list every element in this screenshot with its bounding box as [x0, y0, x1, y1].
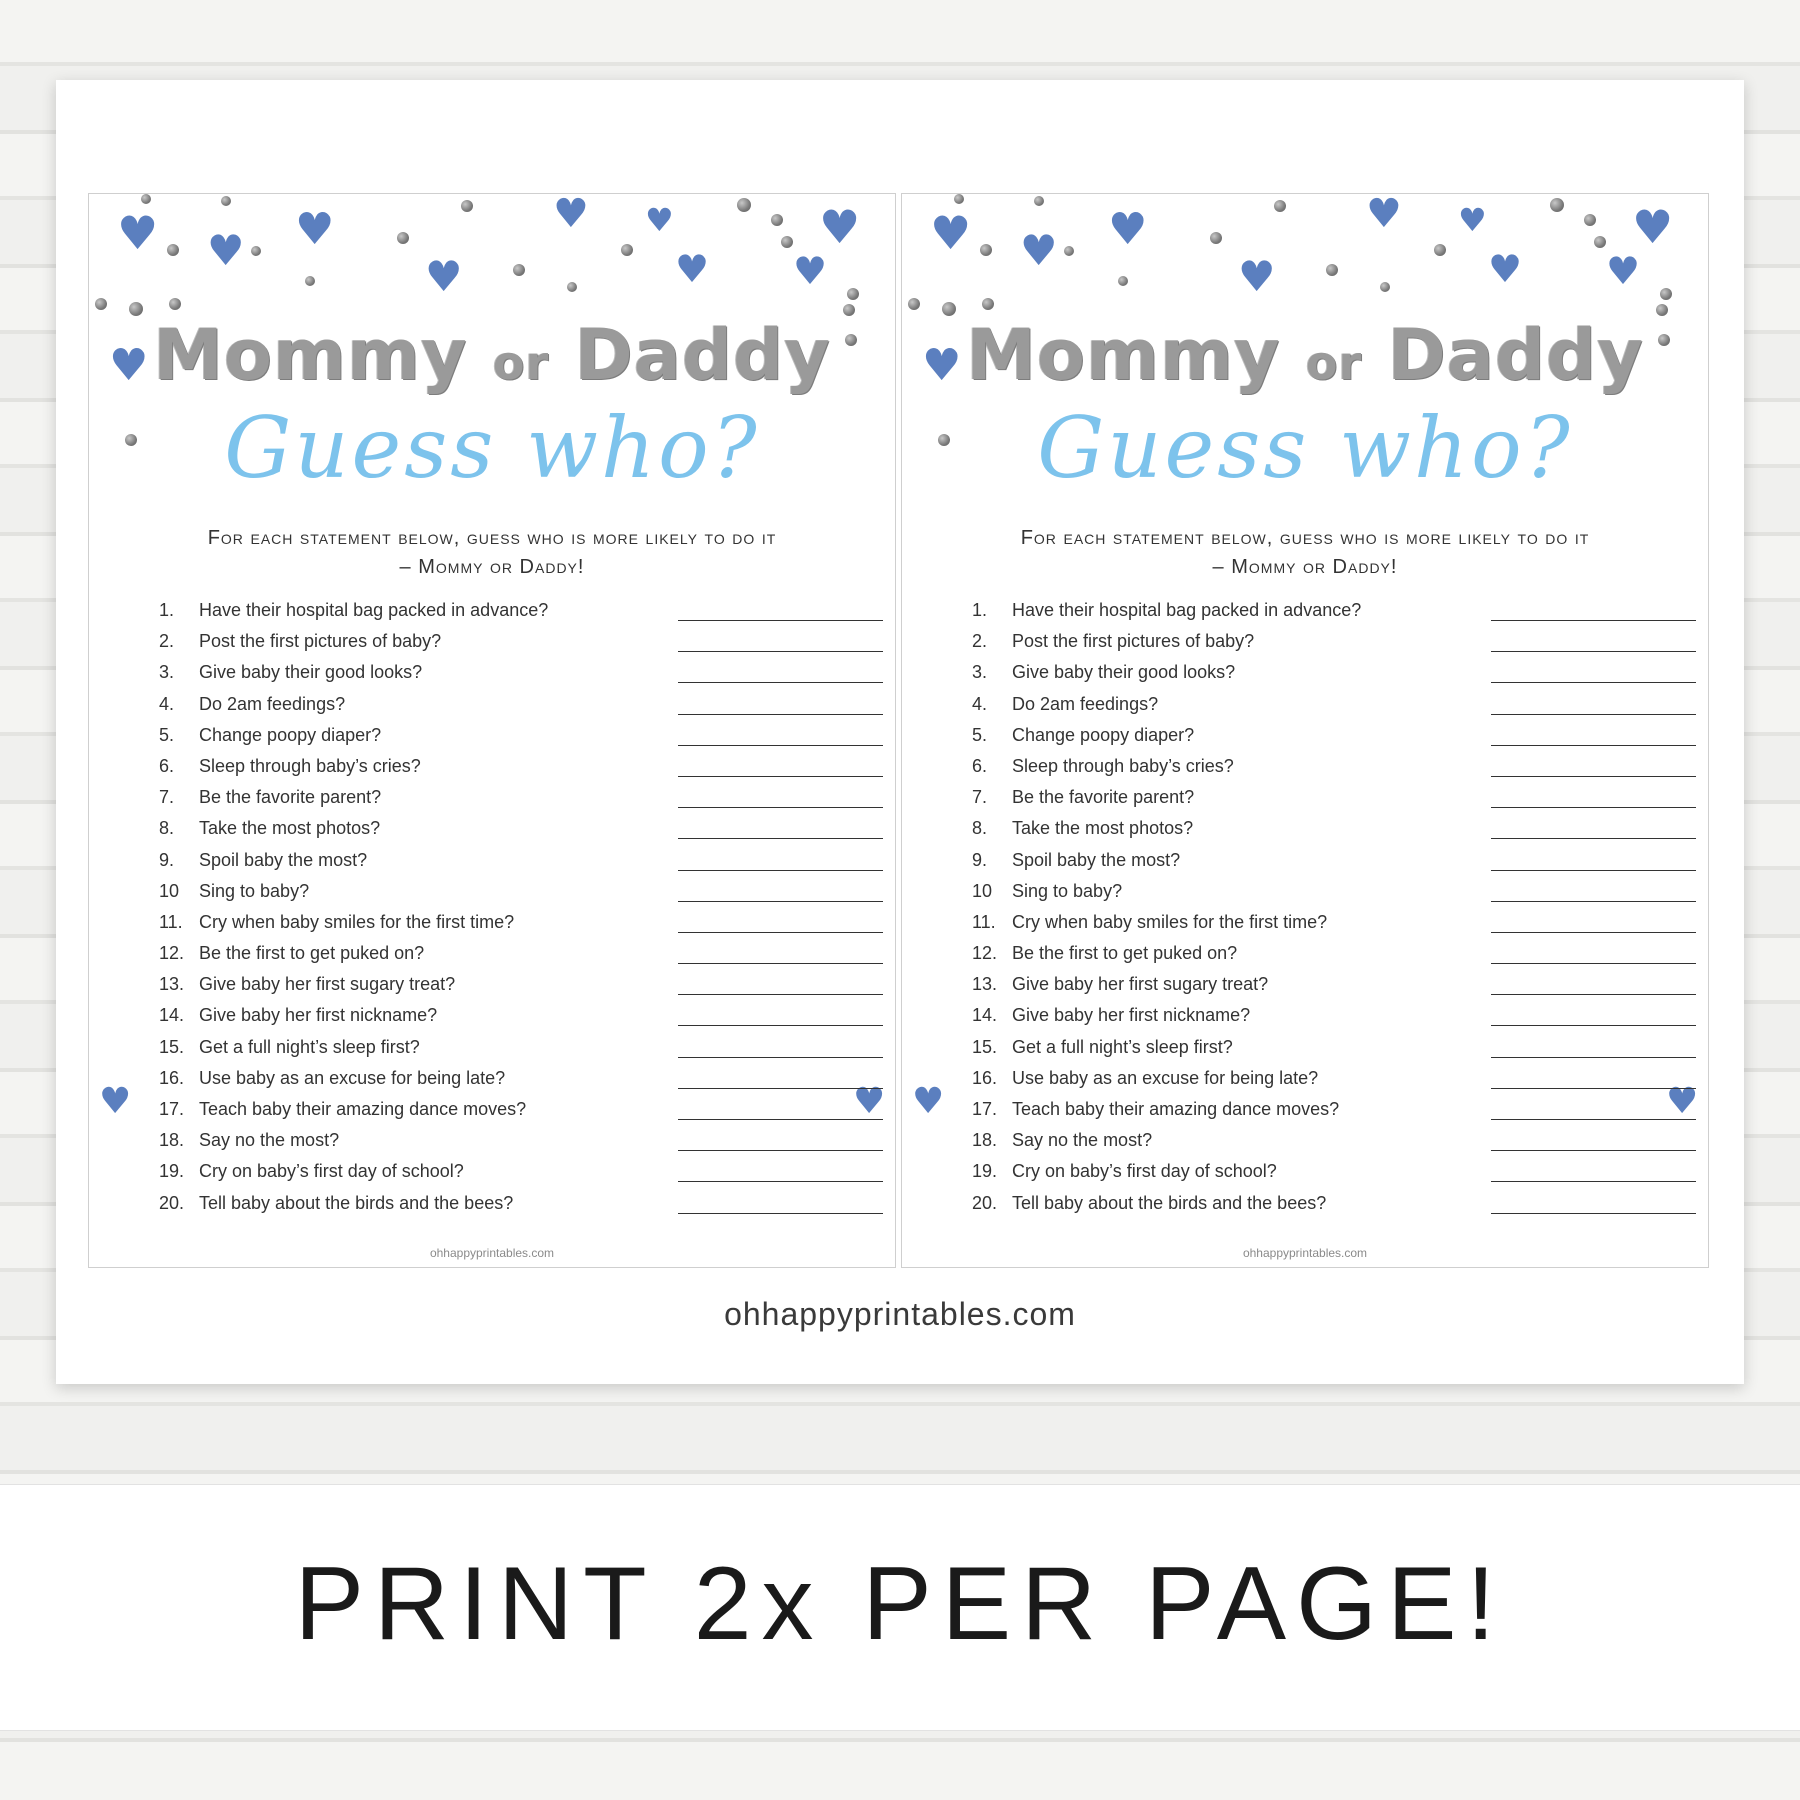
question-number: 9. [159, 849, 175, 870]
question-text: Spoil baby the most? [1012, 849, 1181, 870]
heart-icon: ♥ [117, 206, 159, 260]
question-text: Give baby their good looks? [199, 662, 423, 683]
game-subtitle: Guess who? [224, 399, 760, 497]
heart-icon: ♥ [645, 201, 674, 239]
question-row [960, 1068, 1640, 1099]
game-title: Mommy or Daddy [153, 314, 831, 396]
question-row [147, 1099, 827, 1130]
question-number: 11. [972, 911, 996, 932]
answer-line [678, 1150, 883, 1151]
instructions: For each statement below, guess who is more likely to do it – Mommy or Daddy! [207, 527, 777, 578]
glitter-dot [847, 288, 859, 300]
question-row [147, 631, 827, 662]
question-text: Sing to baby? [199, 880, 310, 901]
question-number: 3. [972, 662, 988, 683]
heart-icon: ♥ [109, 340, 149, 391]
glitter-dot [982, 298, 994, 310]
question-text: Give baby their good looks? [1012, 662, 1236, 683]
question-number: 10 [972, 880, 993, 901]
answer-line [678, 807, 883, 808]
question-row [960, 662, 1640, 693]
question-text: Sing to baby? [1012, 880, 1123, 901]
question-row [960, 1130, 1640, 1161]
question-number: 12. [972, 943, 998, 964]
glitter-dot [1326, 264, 1338, 276]
question-row [147, 1068, 827, 1099]
question-row [147, 1161, 827, 1192]
question-row [147, 1130, 827, 1161]
heart-icon: ♥ [99, 1081, 132, 1122]
answer-line [678, 901, 883, 902]
answer-line [1491, 620, 1696, 621]
glitter-dot [1434, 244, 1446, 256]
question-row [960, 694, 1640, 725]
answer-line [1491, 807, 1696, 808]
question-text: Use baby as an excuse for being late? [199, 1067, 506, 1088]
answer-line [1491, 1088, 1696, 1089]
question-text: Give baby her first sugary treat? [1012, 974, 1269, 995]
glitter-dot [1584, 214, 1596, 226]
answer-line [1491, 838, 1696, 839]
question-number: 19. [972, 1161, 998, 1182]
question-number: 10 [159, 880, 180, 901]
question-number: 17. [972, 1099, 998, 1119]
heart-icon: ♥ [207, 226, 245, 275]
question-text: Change poopy diaper? [1012, 724, 1195, 745]
answer-line [678, 994, 883, 995]
question-text: Use baby as an excuse for being late? [1012, 1067, 1319, 1088]
question-row [147, 943, 827, 974]
glitter-dot [1064, 246, 1074, 256]
question-number: 15. [972, 1036, 998, 1057]
heart-icon: ♥ [295, 204, 335, 255]
question-text: Teach baby their amazing dance moves? [199, 1099, 527, 1119]
question-text: Cry when baby smiles for the first time? [199, 911, 515, 932]
question-number: 19. [159, 1161, 185, 1182]
question-number: 4. [159, 693, 175, 714]
question-row [147, 1005, 827, 1036]
question-list [147, 600, 827, 1224]
question-text: Give baby her first sugary treat? [199, 974, 456, 995]
question-list [960, 600, 1640, 1224]
glitter-dot [1034, 196, 1044, 206]
question-number: 15. [159, 1036, 185, 1057]
question-row [960, 974, 1640, 1005]
question-number: 17. [159, 1099, 185, 1119]
question-row [960, 943, 1640, 974]
game-card-right [901, 193, 1709, 1268]
answer-line [1491, 932, 1696, 933]
glitter-dot [621, 244, 633, 256]
question-row [960, 1005, 1640, 1036]
answer-line [1491, 1057, 1696, 1058]
glitter-dot [305, 276, 315, 286]
glitter-dot [1594, 236, 1606, 248]
heart-icon: ♥ [1458, 201, 1487, 239]
glitter-dot [1550, 198, 1564, 212]
glitter-dot [167, 244, 179, 256]
answer-line [1491, 1119, 1696, 1120]
question-text: Post the first pictures of baby? [1012, 631, 1255, 652]
question-number: 20. [159, 1192, 185, 1213]
question-number: 18. [972, 1130, 998, 1151]
heart-icon: ♥ [1606, 249, 1641, 293]
answer-line [1491, 1150, 1696, 1151]
question-row [960, 1193, 1640, 1224]
game-card-left [88, 193, 896, 1268]
answer-line [1491, 870, 1696, 871]
answer-line [678, 963, 883, 964]
question-number: 14. [159, 1005, 185, 1026]
answer-line [678, 838, 883, 839]
glitter-dot [737, 198, 751, 212]
question-text: Get a full night’s sleep first? [1012, 1036, 1233, 1057]
glitter-dot [141, 194, 151, 204]
question-number: 7. [159, 787, 175, 808]
question-row [147, 1193, 827, 1224]
question-text: Cry on baby’s first day of school? [1012, 1161, 1277, 1182]
answer-line [678, 682, 883, 683]
answer-line [1491, 651, 1696, 652]
printable-sheet [56, 80, 1744, 1384]
question-text: Say no the most? [1012, 1130, 1153, 1151]
question-row [147, 818, 827, 849]
heart-icon: ♥ [675, 247, 710, 291]
question-number: 20. [972, 1192, 998, 1213]
glitter-dot [980, 244, 992, 256]
answer-line [678, 651, 883, 652]
glitter-dot [95, 298, 107, 310]
answer-line [1491, 994, 1696, 995]
game-subtitle: Guess who? [1037, 399, 1573, 497]
answer-line [1491, 714, 1696, 715]
glitter-dot [1660, 288, 1672, 300]
glitter-dot [1380, 282, 1390, 292]
heart-icon: ♥ [1632, 200, 1674, 254]
question-row [960, 818, 1640, 849]
question-row [147, 1037, 827, 1068]
question-row [147, 787, 827, 818]
heart-icon: ♥ [425, 252, 463, 301]
heart-icon: ♥ [1488, 247, 1523, 291]
heart-icon: ♥ [930, 206, 972, 260]
card-credit: ohhappyprintables.com [1242, 1246, 1368, 1260]
question-text: Spoil baby the most? [199, 849, 368, 870]
question-number: 13. [972, 974, 998, 995]
question-number: 8. [972, 818, 988, 839]
answer-line [678, 776, 883, 777]
print-banner [0, 1484, 1800, 1731]
heart-icon: ♥ [1108, 204, 1148, 255]
glitter-dot [954, 194, 964, 204]
question-row [960, 881, 1640, 912]
question-text: Sleep through baby’s cries? [1012, 755, 1234, 776]
question-text: Be the favorite parent? [1012, 787, 1195, 808]
glitter-dot [513, 264, 525, 276]
question-text: Sleep through baby’s cries? [199, 755, 421, 776]
question-row [960, 787, 1640, 818]
glitter-dot [169, 298, 181, 310]
question-row [960, 912, 1640, 943]
answer-line [1491, 776, 1696, 777]
question-number: 6. [972, 755, 988, 776]
glitter-dot [781, 236, 793, 248]
banner-text: PRINT 2x PER PAGE! [294, 1546, 1506, 1662]
answer-line [1491, 682, 1696, 683]
question-text: Take the most photos? [1012, 818, 1194, 839]
question-number: 14. [972, 1005, 998, 1026]
question-row [960, 1161, 1640, 1192]
question-row [147, 725, 827, 756]
question-number: 3. [159, 662, 175, 683]
question-number: 9. [972, 849, 988, 870]
heart-icon: ♥ [819, 200, 861, 254]
question-row [960, 850, 1640, 881]
question-row [147, 912, 827, 943]
answer-line [1491, 745, 1696, 746]
answer-line [678, 870, 883, 871]
question-text: Get a full night’s sleep first? [199, 1036, 420, 1057]
question-text: Teach baby their amazing dance moves? [1012, 1099, 1340, 1119]
question-number: 6. [159, 755, 175, 776]
question-text: Be the favorite parent? [199, 787, 382, 808]
glitter-dot [461, 200, 473, 212]
question-number: 5. [159, 724, 175, 745]
card-credit: ohhappyprintables.com [429, 1246, 555, 1260]
question-number: 16. [159, 1067, 185, 1088]
heart-icon: ♥ [553, 193, 589, 237]
question-text: Have their hospital bag packed in advance? [1012, 600, 1362, 620]
question-text: Do 2am feedings? [199, 693, 346, 714]
answer-line [678, 1119, 883, 1120]
question-row [147, 662, 827, 693]
glitter-dot [221, 196, 231, 206]
question-number: 13. [159, 974, 185, 995]
question-row [960, 725, 1640, 756]
glitter-dot [1118, 276, 1128, 286]
answer-line [678, 745, 883, 746]
question-number: 16. [972, 1067, 998, 1088]
question-row [147, 881, 827, 912]
question-number: 18. [159, 1130, 185, 1151]
question-text: Say no the most? [199, 1130, 340, 1151]
question-text: Cry on baby’s first day of school? [199, 1161, 464, 1182]
question-number: 11. [159, 911, 183, 932]
question-number: 2. [159, 631, 175, 652]
glitter-dot [908, 298, 920, 310]
question-number: 1. [159, 600, 175, 620]
heart-icon: ♥ [912, 1081, 945, 1122]
question-number: 5. [972, 724, 988, 745]
heart-icon: ♥ [793, 249, 828, 293]
question-row [960, 600, 1640, 631]
answer-line [1491, 1025, 1696, 1026]
question-text: Cry when baby smiles for the first time? [1012, 911, 1328, 932]
question-row [147, 600, 827, 631]
question-row [147, 850, 827, 881]
question-text: Be the first to get puked on? [1012, 943, 1238, 964]
heart-icon: ♥ [922, 340, 962, 391]
question-row [960, 756, 1640, 787]
answer-line [1491, 901, 1696, 902]
answer-line [678, 1025, 883, 1026]
question-row [960, 1037, 1640, 1068]
glitter-dot [771, 214, 783, 226]
answer-line [678, 714, 883, 715]
question-row [147, 756, 827, 787]
answer-line [678, 1181, 883, 1182]
answer-line [1491, 1181, 1696, 1182]
glitter-dot [397, 232, 409, 244]
heart-icon: ♥ [853, 1081, 886, 1122]
question-text: Post the first pictures of baby? [199, 631, 442, 652]
answer-line [678, 932, 883, 933]
question-number: 7. [972, 787, 988, 808]
heart-icon: ♥ [1366, 193, 1402, 237]
glitter-dot [567, 282, 577, 292]
glitter-dot [251, 246, 261, 256]
answer-line [678, 1088, 883, 1089]
question-row [960, 631, 1640, 662]
question-text: Do 2am feedings? [1012, 693, 1159, 714]
answer-line [678, 620, 883, 621]
question-row [960, 1099, 1640, 1130]
instructions: For each statement below, guess who is more likely to do it – Mommy or Daddy! [1020, 527, 1590, 578]
heart-icon: ♥ [1238, 252, 1276, 301]
question-text: Be the first to get puked on? [199, 943, 425, 964]
question-text: Have their hospital bag packed in advance? [199, 600, 549, 620]
glitter-dot [1274, 200, 1286, 212]
game-title: Mommy or Daddy [966, 314, 1644, 396]
answer-line [1491, 1213, 1696, 1214]
heart-icon: ♥ [1020, 226, 1058, 275]
question-row [147, 974, 827, 1005]
site-url: ohhappyprintables.com [724, 1296, 1076, 1332]
question-text: Give baby her first nickname? [199, 1005, 438, 1026]
question-text: Tell baby about the birds and the bees? [199, 1192, 514, 1213]
question-number: 8. [159, 818, 175, 839]
heart-icon: ♥ [1666, 1081, 1699, 1122]
question-number: 12. [159, 943, 185, 964]
question-text: Tell baby about the birds and the bees? [1012, 1192, 1327, 1213]
answer-line [678, 1057, 883, 1058]
question-number: 2. [972, 631, 988, 652]
answer-line [1491, 963, 1696, 964]
question-number: 4. [972, 693, 988, 714]
answer-line [678, 1213, 883, 1214]
question-text: Give baby her first nickname? [1012, 1005, 1251, 1026]
glitter-dot [1210, 232, 1222, 244]
question-number: 1. [972, 600, 988, 620]
question-text: Change poopy diaper? [199, 724, 382, 745]
question-row [147, 694, 827, 725]
question-text: Take the most photos? [199, 818, 381, 839]
